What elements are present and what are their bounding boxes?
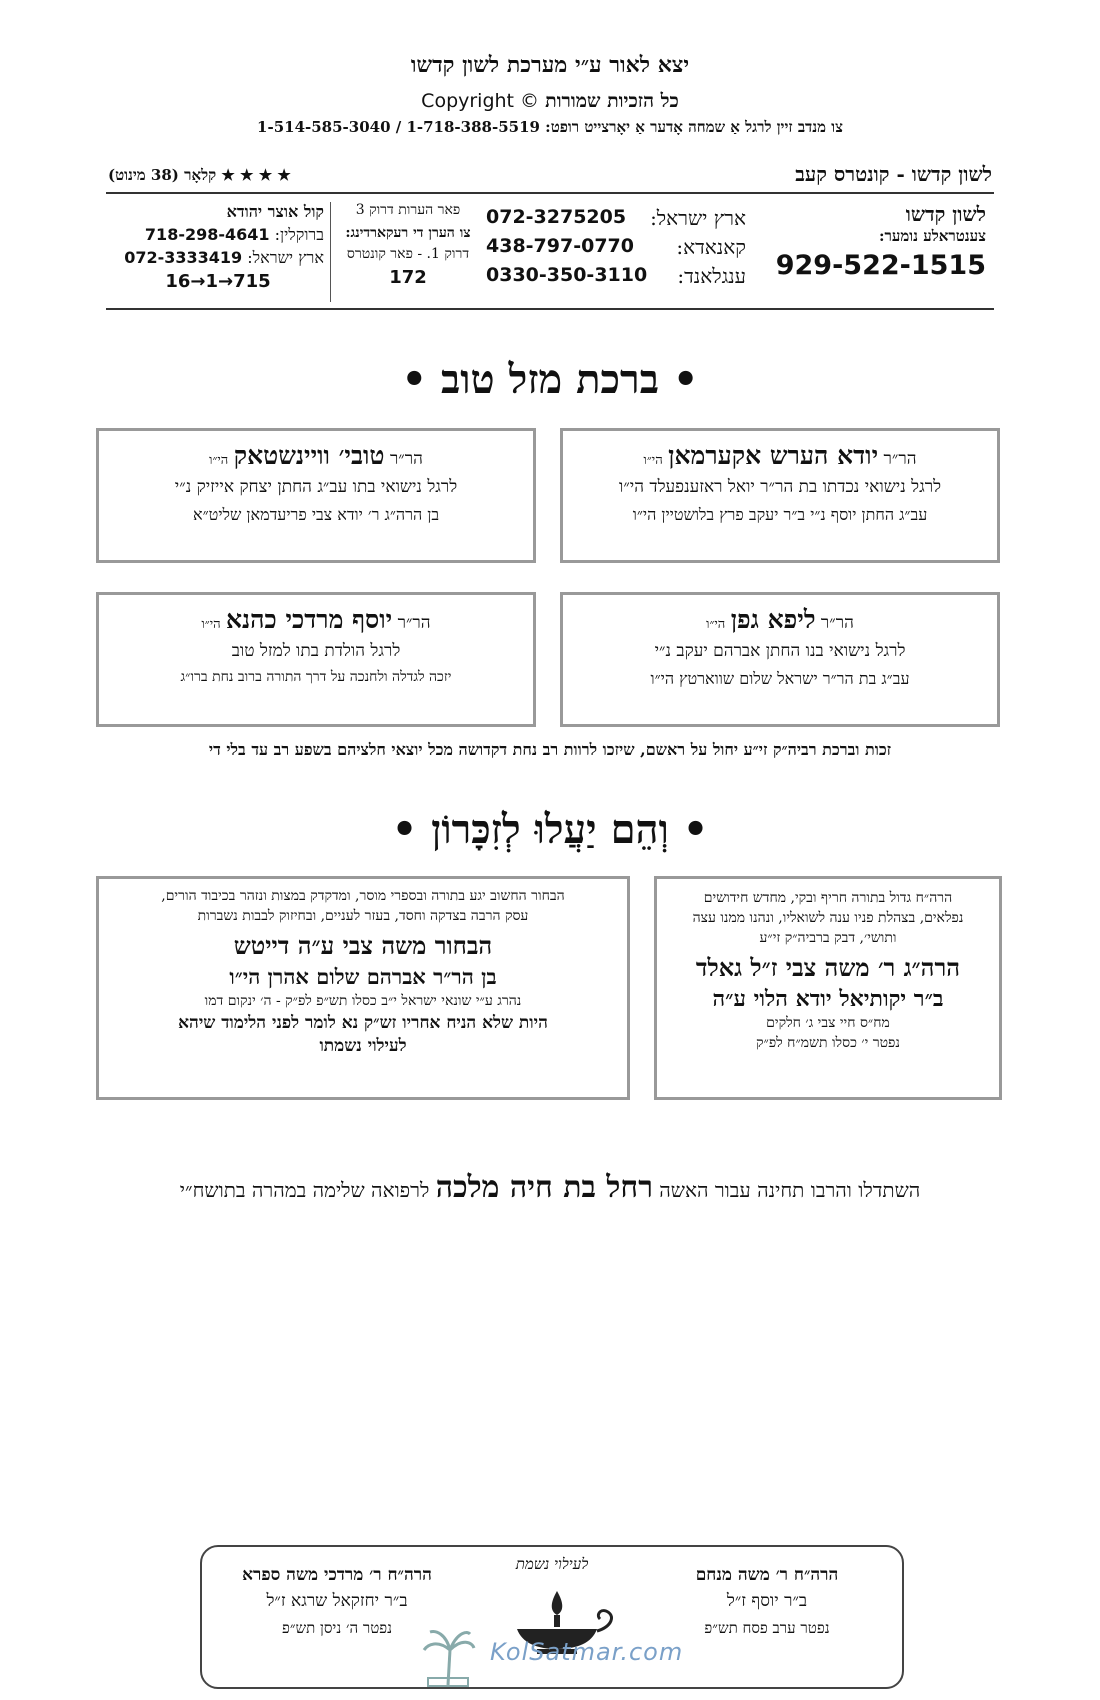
line: לרגל נישואי בנו החתן אברהם יעקב נ״י <box>654 641 906 661</box>
mazal-box-4 <box>96 592 536 727</box>
line: מח״ס חיי צבי ג׳ חלקים <box>766 1015 890 1031</box>
mazal-box-1 <box>560 428 1000 563</box>
kuntres-number: 172 <box>389 267 427 288</box>
refua-line <box>0 1170 1100 1205</box>
line: נפטר ערב פסח תש״פ <box>704 1619 830 1637</box>
central-label: צענטראלע נומער: <box>878 227 986 245</box>
line: לרגל נישואי בתו עב״ג החתן יצחק אייזיק נ״י <box>174 477 458 497</box>
line: ב״ר יחזקאל שרגא ז״ל <box>266 1591 408 1611</box>
memorial-box-deutsch <box>96 876 630 1100</box>
line: עסק הרבה בצדקה וחסד, בעזר לעניים, ובחיזוק לבבות נשברות <box>197 908 529 924</box>
top-rule <box>106 192 994 194</box>
recording-block <box>338 202 478 302</box>
blessing-line: זכות וברכת רביה״ק זי״ע יחול על ראשם, שיזכו לרוות רב נחת דקדושה מכל יוצאי חלציהם בשפע רב עד בלי די <box>208 740 892 759</box>
contact-info-box <box>106 196 994 306</box>
line: לעילוי נשמתו <box>319 1036 407 1056</box>
line: הבחור החשוב יגע בתורה ובספרי מוסר, ומדקדק במצות ונזהר בכיבוד הורים, <box>161 888 565 904</box>
footer-right-name <box>642 1565 892 1638</box>
line: הר״ר טובי׳ וויינשטאק הי״ו <box>209 441 423 470</box>
line: נפטר ה׳ ניסן תש״פ <box>281 1619 393 1637</box>
footer-memorial-panel <box>200 1545 904 1689</box>
line: לרגל הולדת בתו למזל טוב <box>231 641 401 661</box>
line: יזכה לגדלה ולחנכה על דרך התורה ברוב נחת ברו״ג <box>180 669 452 685</box>
line: פאר הערות דרוק 3 <box>355 202 461 218</box>
line <box>112 248 324 268</box>
line: עב״ג בת הר״ר ישראל שלום שווארטץ הי״ו <box>650 669 910 688</box>
line: קול אוצר יהודא <box>226 202 324 221</box>
mazal-tov-title: • ברכת מזל טוב • <box>401 356 699 403</box>
brand-name: לשון קדשו <box>905 202 986 226</box>
palm-tree-icon <box>418 1620 478 1690</box>
label: ברוקלין: <box>274 225 324 244</box>
line: נהרג ע״י שונאי ישראל י״ב כסלו תש״פ לפ״ק - ה׳ ינקום דמו <box>204 993 522 1009</box>
row-canada <box>486 235 746 260</box>
rating-clarity: ★ ★ ★ ★ קלאָר (38 מינוט) <box>108 166 291 184</box>
line: לרגל נישואי נכדתו בת הר״ר יואל ראזענפעלד הי״ו <box>618 477 942 497</box>
refua-pre: השתדלו והרבו תחינה עבור האשה <box>659 1178 921 1202</box>
refua-post: לרפואה שלימה במהרה בתושח״י <box>179 1178 430 1202</box>
line: דרוק 1. - פאר קונטרס <box>346 246 470 262</box>
line: היות שלא הניח אחריו זש״ק נא לומר לפני הלימוד שיהא <box>178 1013 548 1033</box>
label: ארץ ישראל: <box>247 248 324 267</box>
phone[interactable]: 718-298-4641 <box>144 225 270 244</box>
line: הרה״ח גדול בתורה חריף ובקי, מחדש חידושים <box>703 890 953 906</box>
line: בן הרה״ג ר׳ יודא צבי פריעדמאן שליט״א <box>192 505 440 524</box>
row-israel <box>486 206 746 231</box>
father-name: ב״ר יקותיאל יודא הלוי ע״ה <box>712 986 944 1012</box>
line: הרה״ח ר׳ משה מנחם <box>695 1565 839 1585</box>
row-england <box>486 264 746 289</box>
country-numbers <box>486 202 746 302</box>
mazal-box-3 <box>560 592 1000 727</box>
label: ארץ ישראל: <box>650 206 746 230</box>
line: נפלאים, בצהלת פניו ענה לשואליו, ונהנו ממנו עצה <box>692 910 964 926</box>
line: ב״ר יוסף ז״ל <box>726 1591 808 1611</box>
copyright-text: Copyright © <box>421 90 540 112</box>
copyright-line <box>0 90 1100 113</box>
line: עב״ג החתן יוסף נ״י ב״ר יעקב פרץ בלושטיין הי״ו <box>632 505 928 524</box>
watermark: KolSatmar.com <box>490 1638 684 1666</box>
publisher-line: יצא לאור ע״י מערכת לשון קדשו <box>410 52 690 78</box>
deceased-name: הבחור משה צבי ע״ה דייטש <box>233 931 493 960</box>
refua-name: רחל בת חיה מלכה <box>435 1170 653 1205</box>
father-name: בן הר״ר אברהם שלום אהרן הי״ו <box>229 964 497 989</box>
memorial-title: • וְהֵם יַעֲלוּ לְזִכָּרוֹן • <box>391 806 709 853</box>
bottom-rule <box>106 308 994 310</box>
line: ותושי׳, דבק ברביה״ק זי״ע <box>759 930 897 946</box>
memorial-box-gold <box>654 876 1002 1100</box>
phone[interactable]: 0330-350-3110 <box>486 264 648 286</box>
line: נפטר י׳ כסלו תשמ״ח לפ״ק <box>756 1035 900 1051</box>
label: ענגלאנד: <box>677 264 746 288</box>
line: הר״ר יוסף מרדכי כהנא הי״ו <box>201 605 431 634</box>
line <box>112 225 324 245</box>
central-number-block <box>756 202 986 302</box>
label: קאנאדא: <box>676 235 746 259</box>
line: הרה״ח ר׳ מרדכי משה ספרא <box>242 1565 432 1585</box>
sponsor-line: צו מנדב זיין לרגל אַ שמחה אָדער אַ יאָרצייט רופט: 1-718-388-5519 / 1-514-585-3040 <box>257 118 843 136</box>
line: הר״ר ליפא גפן הי״ו <box>706 605 854 634</box>
central-phone[interactable]: 929-522-1515 <box>775 250 986 281</box>
line: הר״ר יודא הערש אקערמאן הי״ו <box>643 441 917 470</box>
rights-text: כל הזכיות שמורות <box>545 90 679 112</box>
phone[interactable]: 072-3275205 <box>486 206 627 228</box>
deceased-name: הרה״ג ר׳ משה צבי ז״ל גאלד <box>695 953 961 982</box>
phone[interactable]: 072-3333419 <box>124 248 243 267</box>
kol-otzar-block <box>112 202 324 302</box>
column-divider <box>330 202 331 302</box>
extension: 16→1→715 <box>165 271 271 292</box>
line: צו הערן די רעקארדינג: <box>345 225 471 241</box>
mazal-box-2 <box>96 428 536 563</box>
phone[interactable]: 438-797-0770 <box>486 235 634 257</box>
kuntres-title: לשון קדשו - קונטרס קעב <box>795 162 992 186</box>
leiluy-nishmas: לעילוי נשמת <box>515 1555 589 1573</box>
